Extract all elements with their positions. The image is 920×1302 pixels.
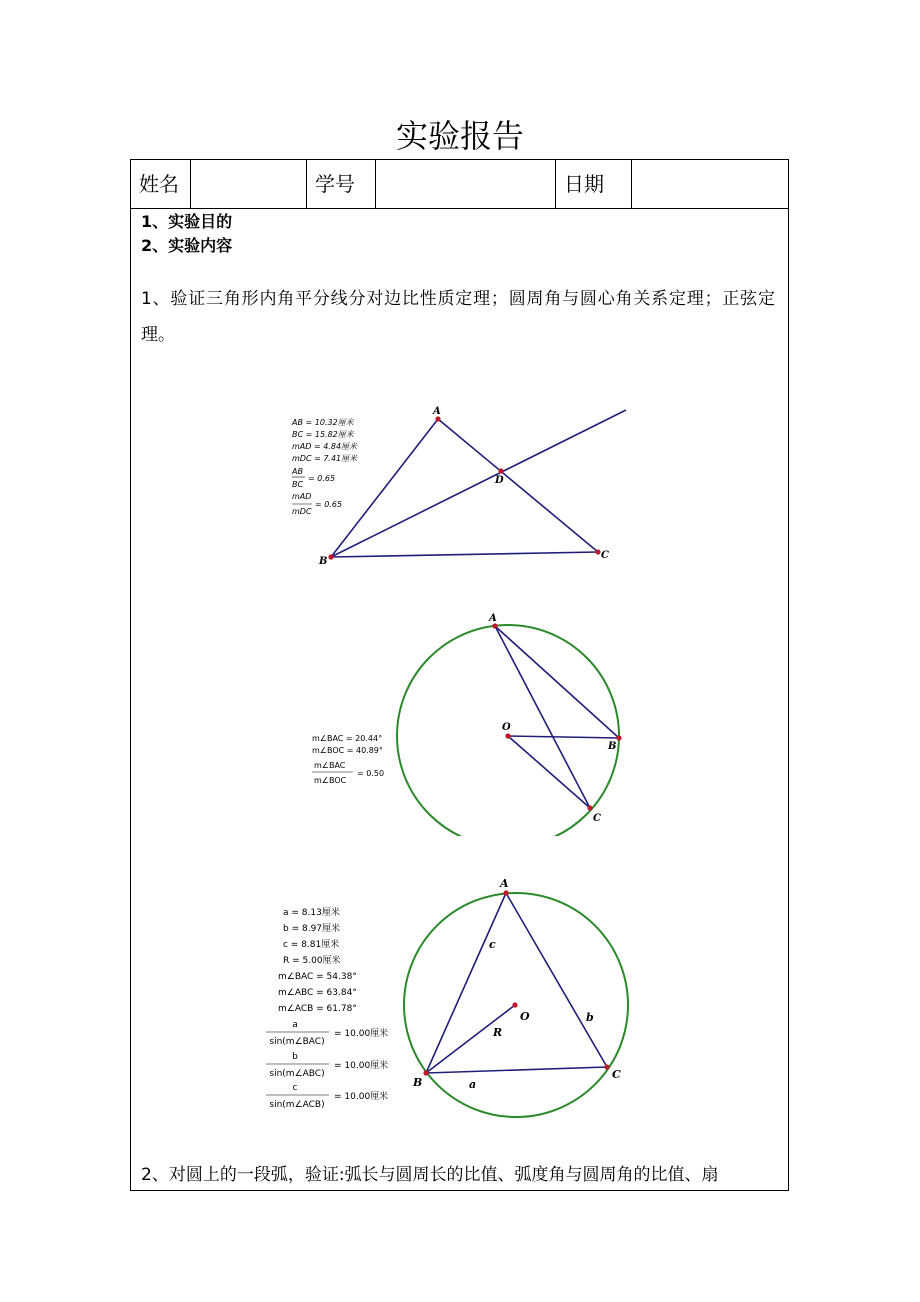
date-field[interactable]	[632, 160, 788, 208]
point-c	[604, 1064, 609, 1069]
measure-acb: m∠ACB = 61.78°	[278, 1004, 357, 1014]
ratio2-numerator: mAD	[292, 492, 312, 501]
label-side-b: b	[586, 1011, 594, 1024]
segment-ob	[508, 736, 619, 738]
measure-boc: m∠BOC = 40.89°	[312, 746, 383, 755]
point-c	[595, 549, 600, 554]
ratio-value: = 0.50	[357, 769, 385, 778]
ratio1-numerator: AB	[292, 467, 303, 476]
measure-r: R = 5.00厘米	[283, 956, 341, 966]
figure-angle-bisector	[131, 395, 788, 570]
segment-ac	[495, 626, 590, 808]
label-side-a: a	[469, 1078, 477, 1091]
label-a: A	[433, 406, 441, 417]
report-title: 实验报告	[395, 117, 524, 155]
label-d: D	[495, 475, 504, 486]
report-table	[130, 159, 789, 1191]
measure-arc-dc: mDC = 7.41厘米	[292, 454, 358, 463]
formula1-denominator: sin(m∠BAC)	[269, 1037, 325, 1047]
point-o	[512, 1002, 517, 1007]
section-content-heading: 2、实验内容	[141, 236, 233, 255]
measure-bac: m∠BAC = 54.38°	[278, 972, 357, 982]
formula3-numerator: c	[292, 1083, 298, 1093]
side-b	[506, 893, 607, 1067]
measure-b: b = 8.97厘米	[283, 924, 341, 934]
figure-inscribed-angle	[131, 611, 788, 836]
info-header-row	[131, 160, 788, 209]
content-paragraph-2: 2、对圆上的一段弧，验证:弧长与圆周长的比值、弧度角与圆周角的比值、扇	[141, 1165, 719, 1185]
measure-bc: BC = 15.82厘米	[292, 430, 354, 439]
name-field[interactable]	[191, 160, 307, 208]
student-id-field[interactable]	[376, 160, 556, 208]
formula3-value: = 10.00厘米	[334, 1092, 389, 1102]
formula2-numerator: b	[292, 1052, 298, 1062]
date-label: 日期	[556, 160, 632, 208]
point-d	[498, 468, 503, 473]
measure-a: a = 8.13厘米	[283, 908, 340, 918]
section-purpose-heading: 1、实验目的	[141, 212, 233, 231]
segment-ac	[438, 419, 598, 552]
label-c: C	[601, 550, 609, 561]
segment-ab	[331, 419, 438, 557]
label-b: B	[319, 556, 328, 567]
label-a: A	[500, 877, 509, 890]
segment-bc	[331, 552, 598, 557]
radius-r	[426, 1005, 515, 1073]
figure-law-of-sines	[131, 875, 788, 1285]
ratio1-denominator: BC	[292, 480, 304, 489]
side-a	[426, 1067, 607, 1073]
label-b: B	[608, 741, 617, 752]
measurements-fig2	[312, 734, 384, 785]
measure-bac: m∠BAC = 20.44°	[312, 734, 383, 743]
formula2-value: = 10.00厘米	[334, 1061, 389, 1071]
measurements-fig1	[291, 418, 358, 516]
content-paragraph-1: 1、验证三角形内角平分线分对边比性质定理；圆周角与圆心角关系定理；正弦定理。	[141, 289, 775, 345]
point-a	[503, 890, 508, 895]
bisector-ray	[331, 410, 626, 557]
measure-arc-ad: mAD = 4.84厘米	[292, 442, 358, 451]
formula1-value: = 10.00厘米	[334, 1029, 389, 1039]
measure-c: c = 8.81厘米	[283, 940, 340, 950]
ratio1-value: = 0.65	[308, 474, 336, 483]
point-b	[328, 554, 333, 559]
ratio-numerator: m∠BAC	[314, 761, 346, 770]
point-c	[587, 805, 592, 810]
point-a	[492, 623, 497, 628]
measurements-fig3	[266, 906, 388, 1110]
formula2-denominator: sin(m∠ABC)	[269, 1069, 325, 1079]
point-o	[505, 733, 510, 738]
label-c: C	[612, 1068, 621, 1081]
ratio2-denominator: mDC	[292, 507, 312, 516]
point-b	[423, 1070, 428, 1075]
formula3-denominator: sin(m∠ACB)	[269, 1100, 325, 1110]
side-c	[426, 893, 506, 1073]
label-a: A	[489, 613, 497, 624]
label-o: O	[520, 1010, 530, 1023]
measure-ab: AB = 10.32厘米	[292, 418, 354, 427]
ratio2-value: = 0.65	[315, 500, 343, 509]
label-b: B	[413, 1076, 423, 1089]
segment-ab	[495, 626, 619, 738]
ratio-denominator: m∠BOC	[314, 776, 347, 785]
segment-oc	[508, 736, 590, 808]
formula1-numerator: a	[292, 1020, 298, 1030]
student-id-label: 学号	[307, 160, 376, 208]
point-b	[616, 735, 621, 740]
label-c: C	[593, 813, 601, 824]
label-side-c: c	[489, 938, 496, 951]
measure-abc: m∠ABC = 63.84°	[278, 988, 357, 998]
name-label: 姓名	[131, 160, 191, 208]
point-a	[435, 416, 440, 421]
label-o: O	[502, 722, 511, 733]
label-radius: R	[493, 1026, 503, 1039]
